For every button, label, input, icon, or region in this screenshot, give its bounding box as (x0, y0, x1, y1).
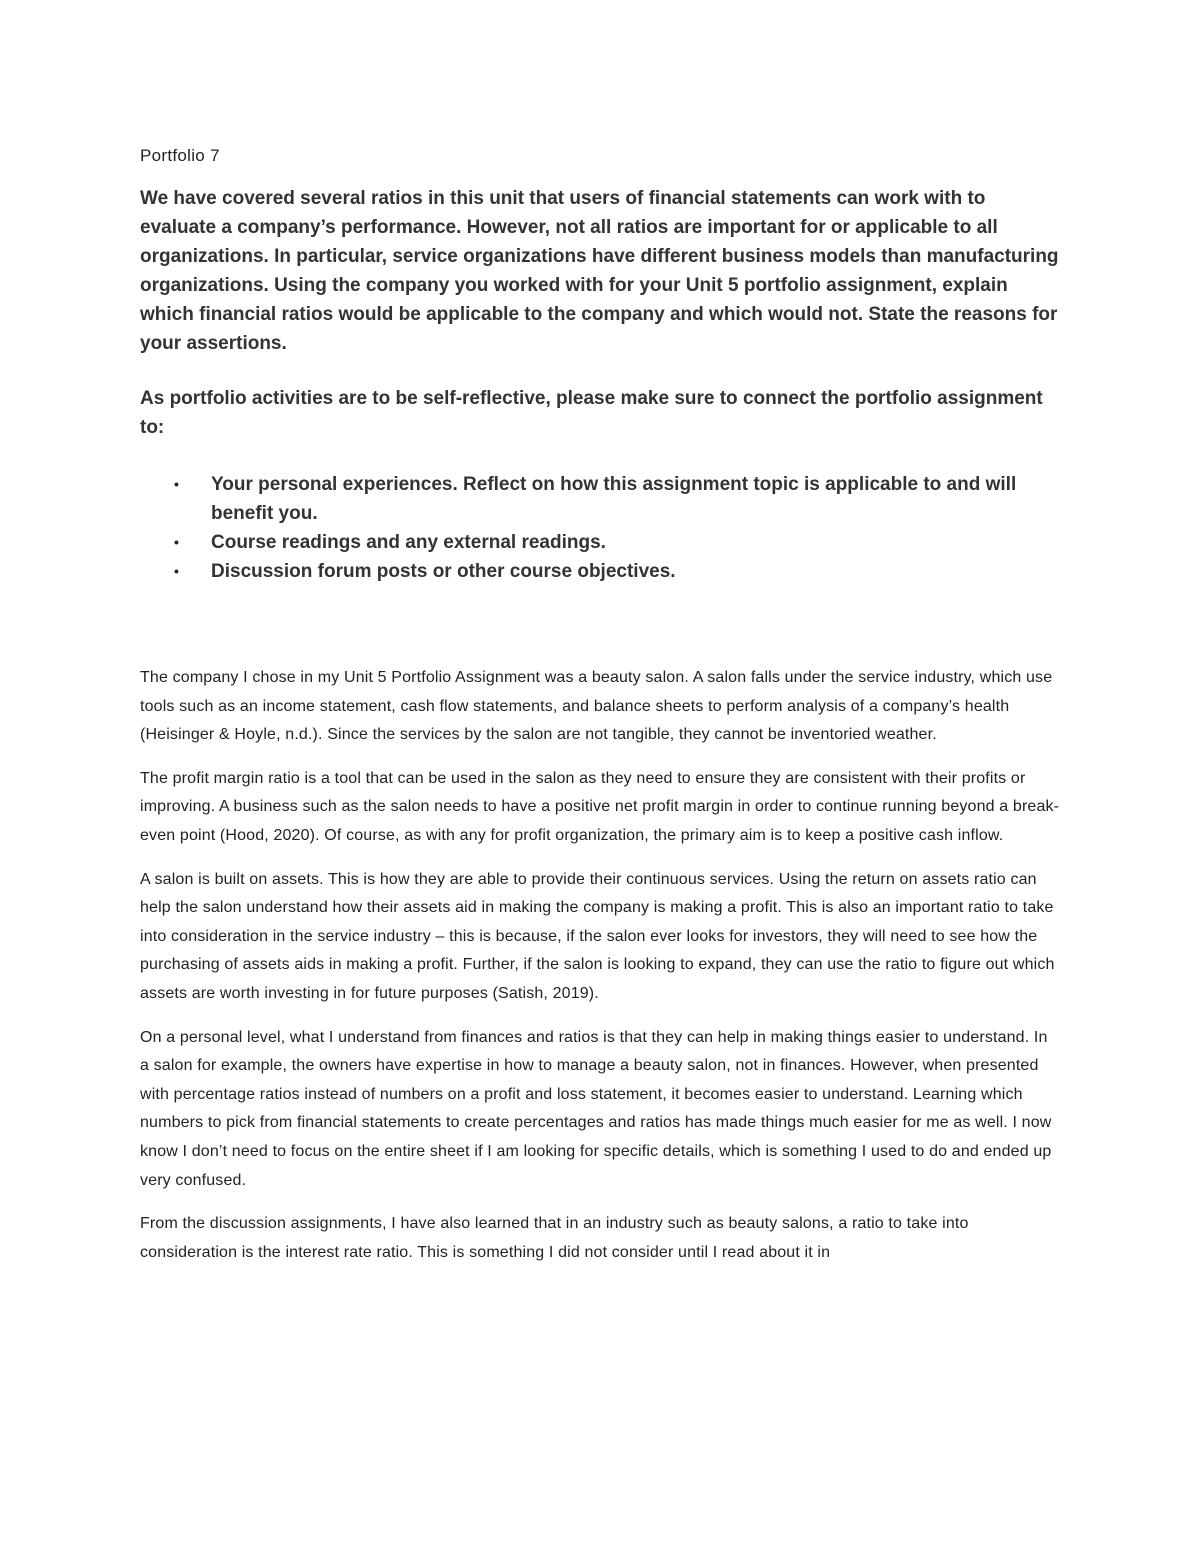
prompt-paragraph-2: As portfolio activities are to be self-reflective, please make sure to connect the portfolio assignment to: (140, 388, 1043, 438)
document-page (140, 140, 1060, 1282)
list-item-text: Discussion forum posts or other course objectives. (211, 561, 676, 582)
document-title: Portfolio 7 (140, 146, 220, 165)
body-paragraph-4: On a personal level, what I understand from finances and ratios is that they can help in making things easier to understand. In a salon for example, the owners have expertise in how to manage a beauty salon, not in finances. However, when presented with percentage ratios instead of numbers on a profit and loss statement, it becomes easier to understand. Learning which numbers to pick from financial statements to create percentages and ratios has made things much easier for me as well. I now know I don’t need to focus on the entire sheet if I am looking for specific details, which is something I used to do and ended up very confused. (140, 1028, 1052, 1189)
list-item-text: Your personal experiences. Reflect on how this assignment topic is applicable to and will benefit you. (211, 474, 1017, 524)
bullet-icon: • (174, 563, 179, 579)
section-spacer (140, 586, 1060, 664)
bullet-icon: • (174, 534, 179, 550)
prompt-bullet-list (140, 470, 1060, 586)
bullet-icon: • (174, 476, 179, 492)
list-item (140, 557, 1060, 586)
body-paragraph-3: A salon is built on assets. This is how they are able to provide their continuous services. Using the return on assets ratio can help the salon understand how their assets aid in making the company is making a profit. This is also an important ratio to take into consideration in the service industry – this is because, if the salon ever looks for investors, they will need to see how the purchasing of assets aids in making a profit. Further, if the salon is looking to expand, they can use the ratio to figure out which assets are worth investing in for future purposes (Satish, 2019). (140, 870, 1055, 1002)
list-item (140, 528, 1060, 557)
prompt-paragraph-1: We have covered several ratios in this unit that users of financial statements can work with to evaluate a company’s performance. However, not all ratios are important for or applicable to all organizations. In particular, service organizations have different business models than manufacturing organizations. Using the company you worked with for your Unit 5 portfolio assignment, explain which financial ratios would be applicable to the company and which would not. State the reasons for your assertions. (140, 188, 1059, 354)
body-paragraph-5: From the discussion assignments, I have also learned that in an industry such as beauty salons, a ratio to take into consideration is the interest rate ratio. This is something I did not consider until I read about it in (140, 1215, 969, 1261)
list-item-text: Course readings and any external readings. (211, 532, 606, 553)
body-paragraph-1: The company I chose in my Unit 5 Portfolio Assignment was a beauty salon. A salon falls under the service industry, which use tools such as an income statement, cash flow statements, and balance sheets to perform analysis of a company’s health (Heisinger & Hoyle, n.d.). Since the services by the salon are not tangible, they cannot be inventoried weather. (140, 669, 1053, 744)
list-item (140, 470, 1060, 528)
body-paragraph-2: The profit margin ratio is a tool that can be used in the salon as they need to ensure they are consistent with their profits or improving. A business such as the salon needs to have a positive net profit margin in order to continue running beyond a break-even point (Hood, 2020). Of course, as with any for profit organization, the primary aim is to keep a positive cash inflow. (140, 769, 1060, 844)
